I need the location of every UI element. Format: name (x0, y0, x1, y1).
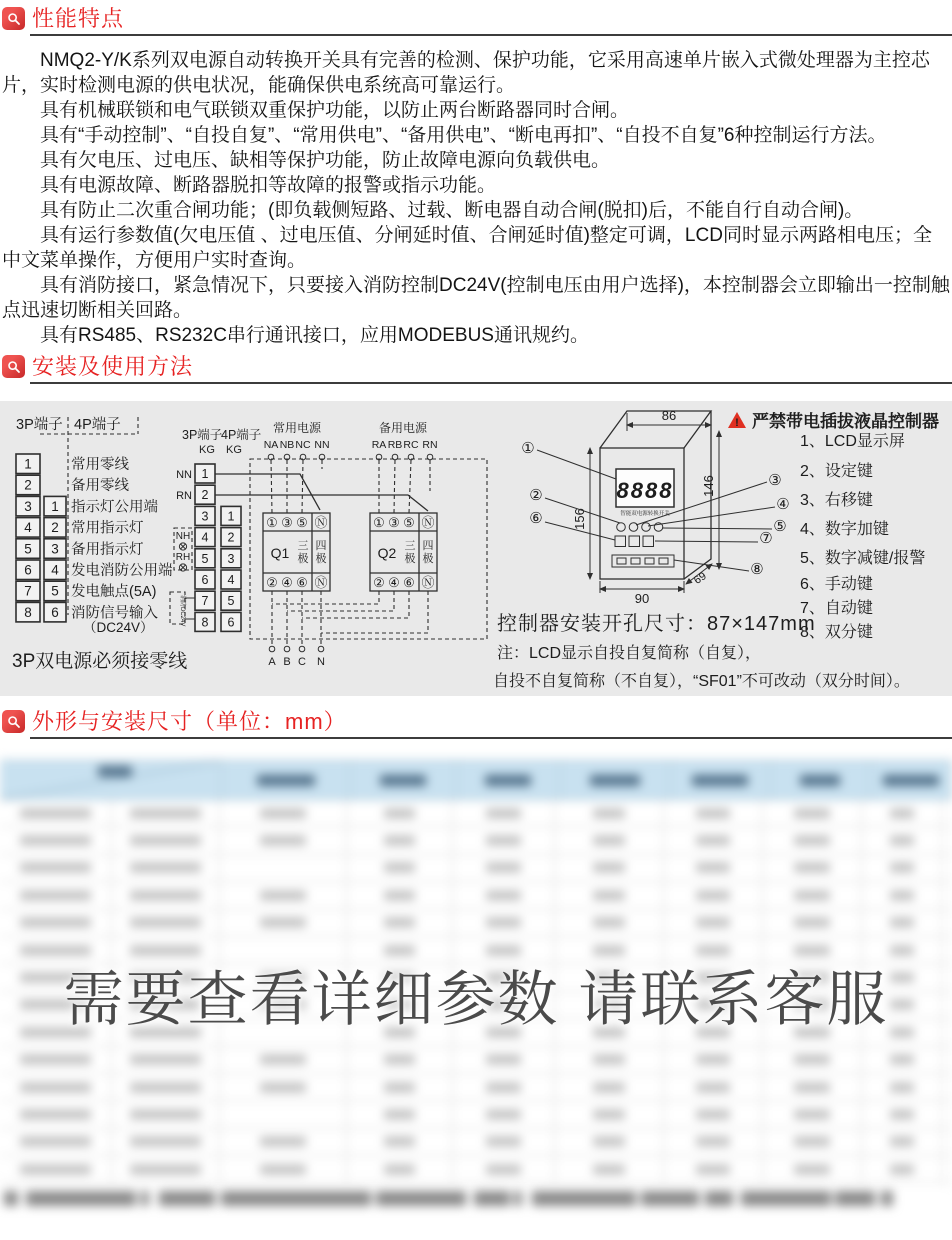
callout-number: ① (521, 440, 535, 457)
magnifier-icon (2, 710, 25, 733)
lcd-note-line2: 自投不自复简称（不自复），“SF01”不可改动（双分时间）。 (493, 673, 910, 690)
breaker-terminal: Ⓝ (314, 575, 328, 590)
table-cell (112, 827, 220, 853)
table-cell (555, 800, 664, 826)
wiring-diagram (0, 401, 952, 696)
table-row (0, 1047, 952, 1074)
table-cell (763, 1129, 862, 1155)
table-cell (0, 1047, 112, 1073)
feature-paragraph: 具有运行参数值(欠电压值 、过电压值、分闸延时值、合闸延时值)整定可调，LCD同时显示两路相电压；全中文菜单操作，方便用户实时查询。 (2, 225, 932, 271)
backup-power-label: 备用电源 (378, 421, 428, 435)
table-cell (112, 855, 220, 881)
terminal-cell-number: 5 (51, 583, 59, 599)
callout-number: ⑤ (773, 518, 787, 535)
table-cell (664, 1101, 763, 1127)
pin-rh: RH (175, 552, 191, 563)
blurred-text-segment (835, 1191, 875, 1206)
terminal-row-label: 备用指示灯 (71, 541, 144, 558)
table-cell (862, 1047, 943, 1073)
dim-90: 90 (634, 591, 650, 606)
dim-146: 146 (701, 475, 716, 497)
table-cell (453, 1156, 555, 1182)
table-cell (664, 1129, 763, 1155)
features-paragraphs (2, 48, 950, 348)
lcd-note-line1: 注：LCD显示自投自复简称（自复）， (497, 645, 762, 662)
callout-number: ② (529, 487, 543, 504)
table-row (0, 827, 952, 854)
left-terminal-block (12, 416, 187, 672)
feature-paragraph: 具有防止二次重合闸功能；(即负载侧短路、过载、断电器自动合闸(脱扣)后，不能自行自动合闸)。 (40, 200, 864, 221)
normal-power-pins (264, 439, 330, 460)
table-cell (0, 855, 112, 881)
pin-label: RB (387, 439, 403, 451)
mid-wiring-block (170, 420, 487, 668)
terminal-cell-number: 6 (227, 615, 235, 630)
table-cell (0, 1101, 112, 1127)
section-header-install (0, 353, 952, 384)
terminal-cell-number: 3 (201, 509, 209, 524)
terminal-cell-number: 1 (24, 456, 32, 472)
svg-text:三: 三 (297, 540, 309, 552)
table-cell (0, 800, 112, 826)
left-3p-cells (16, 454, 40, 622)
table-cell (664, 1156, 763, 1182)
section-title-features: 性能特点 (32, 6, 125, 31)
label-4p: 4P端子 (74, 417, 121, 433)
legend-item: 8、双分键 (800, 624, 873, 641)
legend-item: 3、右移键 (800, 492, 873, 509)
terminal-row-label: 常用零线 (71, 457, 129, 473)
terminal-row-label: 消防信号输入 (71, 605, 158, 622)
mid-3p-cells (195, 464, 215, 631)
table-cell (347, 1101, 453, 1127)
table-cell (763, 910, 862, 936)
terminal-cell-number: 1 (227, 509, 235, 524)
table-cell (347, 827, 453, 853)
table-cell (347, 1129, 453, 1155)
legend-item: 7、自动键 (800, 600, 873, 617)
pin-label: RN (422, 439, 438, 451)
terminal-row-label: 备用零线 (71, 478, 129, 495)
terminal-cell-number: 6 (24, 562, 32, 578)
magnifier-icon (2, 355, 25, 378)
callout-numbers (521, 440, 789, 578)
terminal-row-label: 发电触点(5A) (71, 584, 157, 601)
terminal-cell-number: 5 (227, 594, 235, 609)
breaker-terminal: ⑥ (403, 575, 415, 590)
table-header-cell (457, 761, 560, 799)
svg-text:四: 四 (422, 540, 434, 552)
controller-legend (800, 432, 925, 641)
terminal-cell-number: 2 (201, 488, 209, 503)
table-cell (220, 827, 347, 853)
output-pin-circle (318, 646, 324, 652)
pin-nh: NH (175, 531, 191, 542)
table-header-cell (770, 761, 870, 799)
spec-table-area (0, 760, 952, 1183)
label-3p: 3P端子 (16, 417, 63, 433)
terminal-cell-number: 3 (51, 541, 59, 557)
table-cell (453, 1047, 555, 1073)
label-3p: 3P端子 (182, 428, 223, 442)
blurred-text-segment (741, 1191, 831, 1206)
terminal-cell-number: 7 (201, 594, 209, 609)
dim-156: 156 (572, 508, 587, 530)
lamp-icon (179, 564, 186, 571)
table-cell (664, 910, 763, 936)
table-cell (220, 1074, 347, 1100)
table-cell (664, 855, 763, 881)
terminal-cell-number: 2 (24, 477, 32, 493)
pin-label: NN (314, 439, 330, 451)
table-cell (555, 910, 664, 936)
table-cell (763, 882, 862, 908)
kg-label: KG (199, 444, 215, 456)
breaker-terminal: Ⓝ (421, 575, 435, 590)
breaker-terminal: ⑤ (296, 515, 308, 530)
terminal-cell-number: 6 (201, 573, 209, 587)
blurred-text-segment (474, 1191, 510, 1206)
breaker-terminal: ② (373, 575, 385, 590)
table-cell (220, 910, 347, 936)
fire-dc24v-label: 消防DC24V (179, 595, 185, 627)
terminal-cell-number: 1 (51, 498, 59, 514)
table-cell (862, 855, 943, 881)
table-row (0, 1129, 952, 1156)
pin-label: NB (279, 439, 295, 451)
table-cell (453, 1129, 555, 1155)
table-cell (664, 1047, 763, 1073)
terminal-cell-number: 4 (51, 562, 59, 578)
table-cell (453, 910, 555, 936)
dim-86: 86 (661, 408, 677, 423)
table-cell (112, 1047, 220, 1073)
table-cell (347, 1074, 453, 1100)
table-cell (112, 1074, 220, 1100)
lamp-icon (179, 543, 186, 550)
cutout-note: 控制器安装开孔尺寸：87×147mm (497, 613, 816, 635)
section-title-dimensions: 外形与安装尺寸（单位：mm） (32, 709, 347, 734)
table-row (0, 855, 952, 882)
table-cell (763, 1047, 862, 1073)
table-cell (220, 1129, 347, 1155)
table-row (0, 1156, 952, 1183)
breaker-terminal: ⑤ (403, 515, 415, 530)
table-cell (862, 1101, 943, 1127)
terminal-cell-number: 2 (227, 530, 235, 545)
pin-label: RC (403, 439, 419, 451)
blurred-text-segment (4, 1191, 18, 1206)
pin-label: RA (371, 439, 387, 451)
table-header-cell (350, 761, 457, 799)
breaker-terminal: Ⓝ (421, 515, 435, 530)
table-header-cell (870, 761, 952, 799)
callout-number: ⑦ (759, 530, 773, 547)
blurred-footnote-strip (0, 1186, 952, 1210)
table-cell (453, 882, 555, 908)
callout-number: ⑥ (529, 510, 543, 527)
breaker-terminal: ⑥ (296, 575, 308, 590)
output-pin-label: C (298, 656, 306, 668)
breaker-terminal: ③ (388, 515, 400, 530)
table-cell (112, 1129, 220, 1155)
terminal-cell-number: 4 (201, 530, 209, 545)
brand-label: 智能双电源转换开关 (620, 511, 670, 517)
output-pin-label: B (283, 656, 291, 668)
table-cell (763, 1156, 862, 1182)
table-cell (664, 882, 763, 908)
table-cell (220, 1101, 347, 1127)
output-pin-circle (299, 646, 305, 652)
feature-paragraph: 具有RS485、RS232C串行通讯接口，应用MODEBUS通讯规约。 (40, 325, 589, 346)
output-pin-circle (269, 646, 275, 652)
table-cell (763, 827, 862, 853)
table-cell (453, 855, 555, 881)
terminal-cell-number: 5 (201, 551, 209, 566)
table-row (0, 910, 952, 937)
table-cell (664, 800, 763, 826)
table-cell (763, 1101, 862, 1127)
section-header-features (0, 5, 952, 36)
lcd-digits: 8888 (616, 478, 674, 503)
breaker-terminal: ① (266, 515, 278, 530)
blurred-text-segment (705, 1191, 733, 1206)
controller-block (493, 408, 939, 690)
table-cell (862, 800, 943, 826)
left-footnote: 3P双电源必须接零线 (12, 651, 188, 672)
table-cell (220, 882, 347, 908)
table-cell (112, 882, 220, 908)
table-cell (0, 1129, 112, 1155)
table-row (0, 1101, 952, 1128)
legend-item: 4、数字加键 (800, 521, 889, 538)
table-cell (555, 827, 664, 853)
callout-number: ④ (776, 496, 790, 513)
table-cell (555, 1156, 664, 1182)
terminal-cell-number: 3 (24, 498, 32, 514)
table-cell (763, 855, 862, 881)
svg-text:极: 极 (297, 553, 309, 565)
normal-power-label: 常用电源 (272, 421, 322, 435)
table-cell (862, 1156, 943, 1182)
terminal-cell-number: 7 (24, 583, 32, 599)
section-rule (30, 34, 952, 36)
feature-paragraph: 具有消防接口，紧急情况下，只要接入消防控制DC24V(控制电压由用户选择)，本控制器会立即输出一控制触点迅速切断相关回路。 (2, 275, 950, 321)
dim-69: 69 (691, 570, 709, 587)
breaker-q1 (263, 513, 330, 591)
left-row-labels (71, 456, 173, 621)
blurred-text-segment (26, 1191, 136, 1206)
table-cell (664, 1074, 763, 1100)
blurred-text-segment (376, 1191, 466, 1206)
terminal-cell-number: 4 (227, 573, 235, 587)
table-cell (862, 827, 943, 853)
dc24v-label: （DC24V） (83, 620, 154, 635)
table-cell (112, 800, 220, 826)
legend-item: 1、LCD显示屏 (800, 433, 905, 450)
contact-service-overlay: 需要查看详细参数 请联系客服 (63, 966, 889, 1033)
pin-label: NC (295, 439, 311, 451)
terminal-row-label: 指示灯公用端 (71, 499, 158, 516)
blurred-text-segment (221, 1191, 371, 1206)
legend-item: 5、数字减键/报警 (800, 550, 926, 567)
breaker-terminal: ④ (388, 575, 400, 590)
table-cell (347, 1047, 453, 1073)
svg-text:极: 极 (315, 553, 327, 565)
table-cell (555, 882, 664, 908)
terminal-cell-number: 5 (24, 541, 32, 557)
square-buttons (615, 536, 654, 547)
callout-number: ③ (768, 472, 782, 489)
table-row (0, 800, 952, 827)
table-cell (112, 910, 220, 936)
table-cell (220, 1047, 347, 1073)
svg-text:四: 四 (315, 540, 327, 552)
table-cell (112, 1101, 220, 1127)
table-cell (555, 855, 664, 881)
terminal-cell-number: 1 (201, 467, 209, 481)
button-strip (612, 555, 674, 567)
output-pin-label: N (317, 656, 325, 668)
table-header-row (0, 760, 952, 800)
left-4p-cells (44, 496, 66, 622)
label-4p: 4P端子 (221, 428, 262, 442)
blurred-text-segment (881, 1191, 893, 1206)
section-rule (30, 382, 952, 384)
terminal-row-label: 发电消防公用端 (71, 563, 173, 579)
table-cell (347, 882, 453, 908)
svg-text:三: 三 (404, 540, 416, 552)
table-cell (453, 827, 555, 853)
table-cell (220, 1156, 347, 1182)
section-header-dimensions (0, 708, 952, 739)
table-cell (453, 1074, 555, 1100)
table-cell (555, 1129, 664, 1155)
blurred-text-segment (514, 1191, 522, 1206)
blurred-text-segment (141, 1191, 149, 1206)
table-cell (763, 800, 862, 826)
table-cell (347, 855, 453, 881)
warning-text: 严禁带电插拔液晶控制器 (752, 412, 939, 431)
table-cell (763, 1074, 862, 1100)
table-header-cell (560, 761, 670, 799)
table-cell (220, 800, 347, 826)
breaker-terminal: ① (373, 515, 385, 530)
q1-label: Q1 (270, 545, 290, 561)
kg-label: KG (226, 444, 242, 456)
pin-label: NA (263, 439, 279, 451)
feature-paragraph: 具有电源故障、断路器脱扣等故障的报警或指示功能。 (40, 175, 497, 196)
table-cell (453, 1101, 555, 1127)
table-header-cell (222, 761, 350, 799)
svg-text:!: ! (735, 417, 739, 429)
output-pin-label: A (268, 656, 276, 668)
output-pins (268, 646, 325, 668)
blurred-text-segment (159, 1191, 215, 1206)
table-cell (664, 827, 763, 853)
pin-rn: RN (176, 490, 192, 502)
table-cell (0, 882, 112, 908)
callout-number: ⑧ (750, 561, 764, 578)
table-cell (0, 910, 112, 936)
table-cell (0, 1074, 112, 1100)
terminal-cell-number: 4 (24, 520, 32, 536)
table-cell (220, 855, 347, 881)
magnifier-icon (2, 7, 25, 30)
terminal-cell-number: 6 (51, 604, 59, 620)
blurred-text-segment (532, 1191, 636, 1206)
legend-item: 2、设定键 (800, 463, 873, 480)
svg-text:极: 极 (404, 553, 416, 565)
backup-power-pins (372, 439, 438, 460)
terminal-cell-number: 8 (201, 615, 209, 630)
breaker-terminal: ② (266, 575, 278, 590)
breaker-q2 (370, 513, 437, 591)
table-header-cell (670, 761, 770, 799)
breaker-terminal: ③ (281, 515, 293, 530)
table-cell (862, 910, 943, 936)
table-cell (347, 800, 453, 826)
svg-text:极: 极 (422, 553, 434, 565)
table-cell (862, 1129, 943, 1155)
terminal-cell-number: 8 (24, 604, 32, 620)
legend-item: 6、手动键 (800, 576, 873, 593)
table-cell (112, 1156, 220, 1182)
table-cell (555, 1074, 664, 1100)
table-cell (0, 1156, 112, 1182)
feature-paragraph: NMQ2-Y/K系列双电源自动转换开关具有完善的检测、保护功能，它采用高速单片嵌入式微处理器为主控芯片，实时检测电源的供电状况，能确保供电系统高可靠运行。 (2, 50, 930, 96)
section-rule (30, 737, 952, 739)
table-cell (555, 1047, 664, 1073)
table-row (0, 882, 952, 909)
feature-paragraph: 具有“手动控制”、“自投自复”、“常用供电”、“备用供电”、“断电再扣”、“自投不自复”6种控制运行方法。 (40, 125, 887, 146)
blurred-text-segment (641, 1191, 699, 1206)
feature-paragraph: 具有机械联锁和电气联锁双重保护功能，以防止两台断路器同时合闸。 (40, 100, 630, 121)
breaker-terminal: ④ (281, 575, 293, 590)
section-title-install: 安装及使用方法 (32, 354, 194, 379)
installation-diagram-panel (0, 401, 952, 696)
table-cell (453, 800, 555, 826)
table-cell (347, 910, 453, 936)
output-pin-circle (284, 646, 290, 652)
mid-4p-cells (221, 506, 241, 631)
table-row (0, 1074, 952, 1101)
terminal-cell-number: 2 (51, 520, 59, 536)
table-cell (862, 1074, 943, 1100)
table-header-cell (0, 761, 222, 799)
terminal-row-label: 常用指示灯 (71, 520, 144, 537)
feature-paragraph: 具有欠电压、过电压、缺相等保护功能，防止故障电源向负载供电。 (40, 150, 611, 171)
table-cell (0, 827, 112, 853)
table-cell (347, 1156, 453, 1182)
table-cell (555, 1101, 664, 1127)
terminal-cell-number: 3 (227, 551, 235, 566)
pin-nn: NN (176, 469, 192, 481)
q2-label: Q2 (377, 545, 397, 561)
breaker-terminal: Ⓝ (314, 515, 328, 530)
table-cell (862, 882, 943, 908)
